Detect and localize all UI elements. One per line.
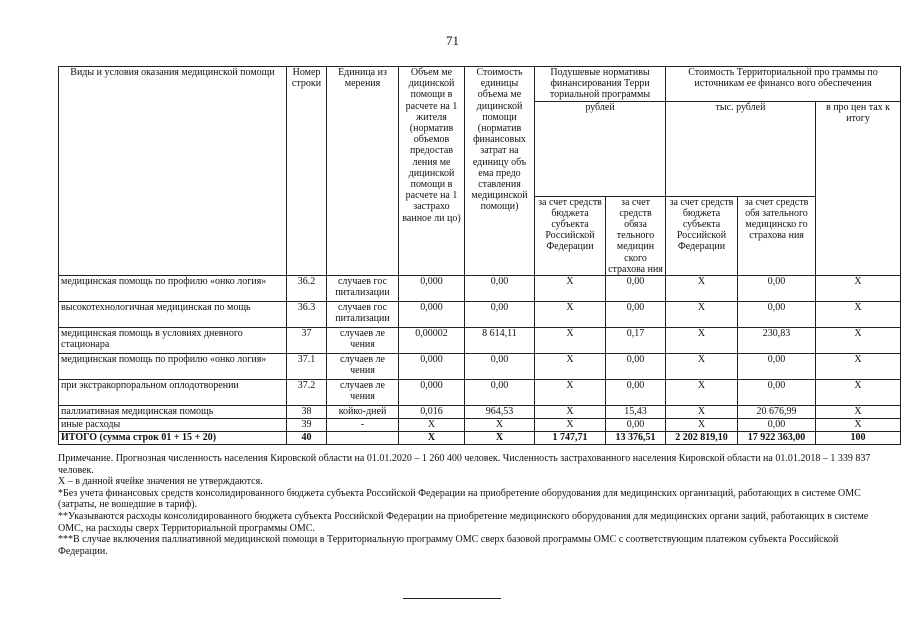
row-unit: случаев гос питализации: [327, 276, 399, 302]
row-pc-budget: X: [535, 419, 606, 432]
row-number: 38: [287, 406, 327, 419]
row-unit: койко-дней: [327, 406, 399, 419]
row-pc-budget: X: [535, 380, 606, 406]
row-percent: X: [816, 328, 901, 354]
row-tp-oms: 20 676,99: [738, 406, 816, 419]
header-row-number: Номер строки: [287, 67, 327, 276]
header-percent-of-total: в про цен тах к итогу: [816, 102, 901, 276]
total-pc-budget: 1 747,71: [535, 432, 606, 445]
notes-block: [58, 453, 880, 557]
total-cost: X: [465, 432, 535, 445]
header-unit-rubles: рублей: [535, 102, 666, 197]
row-tp-budget: X: [666, 328, 738, 354]
row-name: паллиативная медицинская помощь: [59, 406, 287, 419]
row-volume: 0,000: [399, 276, 465, 302]
page-number: 71: [446, 33, 459, 48]
total-row: [59, 432, 901, 445]
row-percent: X: [816, 419, 901, 432]
row-tp-budget: X: [666, 406, 738, 419]
row-number: 36.2: [287, 276, 327, 302]
row-unit: случаев ле чения: [327, 354, 399, 380]
header-per-capita-oms: за счет средств обяза тельного медицин ского страхова ния: [606, 196, 666, 275]
footer-divider: [403, 598, 501, 599]
row-tp-budget: X: [666, 354, 738, 380]
table-row: [59, 380, 901, 406]
row-cost: X: [465, 419, 535, 432]
row-cost: 0,00: [465, 380, 535, 406]
row-volume: X: [399, 419, 465, 432]
header-kind-of-care: Виды и условия оказания медицинской помощи: [59, 67, 287, 276]
total-number: 40: [287, 432, 327, 445]
total-pc-oms: 13 376,51: [606, 432, 666, 445]
row-pc-budget: X: [535, 406, 606, 419]
header-per-capita-budget: за счет средств бюджета субъекта Российской Федерации: [535, 196, 606, 275]
row-name: при экстракорпоральном оплодотворении: [59, 380, 287, 406]
total-unit: [327, 432, 399, 445]
note-asterisk-2: **Указываются расходы консолидированного бюджета субъекта Российской Федерации на приобретение медицинского оборудования для медицинских органи заций, работающих в системе ОМС, на расходы сверх Территориальной программы ОМС.: [58, 510, 869, 534]
table-row: [59, 276, 901, 302]
row-pc-oms: 15,43: [606, 406, 666, 419]
note-population: Примечание. Прогнозная численность населения Кировской области на 01.01.2020 – 1 260 400 человек. Численность застрахованного населения Кировской области на 01.01.2018 – 1 339 837 человек.: [58, 453, 871, 476]
note-asterisk-1: *Без учета финансовых средств консолидированного бюджета субъекта Российской Федерации на приобретение оборудования для медицинских организаций, работающих в системе ОМС (затраты, не вошедшие в тариф).: [58, 487, 861, 511]
row-tp-oms: 230,83: [738, 328, 816, 354]
header-program-cost-group: Стоимость Территориальной про граммы по источникам ее финансо вого обеспечения: [666, 67, 901, 102]
row-pc-budget: X: [535, 276, 606, 302]
row-number: 37: [287, 328, 327, 354]
row-pc-oms: 0,00: [606, 276, 666, 302]
header-program-budget: за счет средств бюджета субъекта Российской Федерации: [666, 196, 738, 275]
row-tp-oms: 0,00: [738, 419, 816, 432]
row-tp-oms: 0,00: [738, 276, 816, 302]
total-tp-oms: 17 922 363,00: [738, 432, 816, 445]
row-tp-budget: X: [666, 302, 738, 328]
row-tp-oms: 0,00: [738, 302, 816, 328]
row-pc-oms: 0,00: [606, 380, 666, 406]
row-pc-budget: X: [535, 328, 606, 354]
row-name: иные расходы: [59, 419, 287, 432]
header-unit-thousand-rubles: тыс. рублей: [666, 102, 816, 197]
row-pc-oms: 0,17: [606, 328, 666, 354]
total-percent: 100: [816, 432, 901, 445]
header-unit-cost: Стоимость единицы объема ме дицинской помощи (норматив финансовых затрат на единицу объ ема предо ставления медицинской помощи): [465, 67, 535, 276]
note-x-legend: Х – в данной ячейке значения не утверждаются.: [58, 476, 263, 488]
header-per-capita-group: Подушевые нормативы финансирования Терри ториальной программы: [535, 67, 666, 102]
row-tp-oms: 0,00: [738, 354, 816, 380]
total-name: ИТОГО (сумма строк 01 + 15 + 20): [59, 432, 287, 445]
note-asterisk-3: ***В случае включения паллиативной медицинской помощи в Территориальную программу ОМС сверх базовой программы ОМС с соответствующим платежом субъекта Российской Федерации.: [58, 534, 839, 557]
table-row: [59, 302, 901, 328]
row-cost: 0,00: [465, 302, 535, 328]
total-volume: X: [399, 432, 465, 445]
table-row: [59, 354, 901, 380]
row-name: медицинская помощь в условиях дневного стационара: [59, 328, 287, 354]
table-row: [59, 406, 901, 419]
row-number: 36.3: [287, 302, 327, 328]
row-unit: случаев ле чения: [327, 328, 399, 354]
row-unit: случаев гос питализации: [327, 302, 399, 328]
row-pc-budget: X: [535, 354, 606, 380]
row-percent: X: [816, 302, 901, 328]
row-percent: X: [816, 406, 901, 419]
row-volume: 0,016: [399, 406, 465, 419]
header-program-oms: за счет средств обя зательного медицинско го страхова ния: [738, 196, 816, 275]
row-cost: 964,53: [465, 406, 535, 419]
header-volume: Объем ме дицинской помощи в расчете на 1 жителя (норматив объемов предостав ления ме дицинской помощи в расчете на 1 застрахо ванное ли цо): [399, 67, 465, 276]
row-number: 37.2: [287, 380, 327, 406]
header-unit: Единица из мерения: [327, 67, 399, 276]
row-cost: 0,00: [465, 276, 535, 302]
row-number: 39: [287, 419, 327, 432]
row-pc-oms: 0,00: [606, 354, 666, 380]
row-name: медицинская помощь по профилю «онко логия»: [59, 354, 287, 380]
row-unit: -: [327, 419, 399, 432]
row-tp-budget: X: [666, 419, 738, 432]
row-percent: X: [816, 380, 901, 406]
row-cost: 0,00: [465, 354, 535, 380]
row-cost: 8 614,11: [465, 328, 535, 354]
row-tp-oms: 0,00: [738, 380, 816, 406]
row-pc-budget: X: [535, 302, 606, 328]
row-volume: 0,000: [399, 354, 465, 380]
total-tp-budget: 2 202 819,10: [666, 432, 738, 445]
row-unit: случаев ле чения: [327, 380, 399, 406]
financing-table: [58, 66, 901, 445]
row-pc-oms: 0,00: [606, 419, 666, 432]
row-percent: X: [816, 354, 901, 380]
row-tp-budget: X: [666, 276, 738, 302]
row-number: 37.1: [287, 354, 327, 380]
row-name: высокотехнологичная медицинская по мощь: [59, 302, 287, 328]
row-volume: 0,00002: [399, 328, 465, 354]
row-percent: X: [816, 276, 901, 302]
row-pc-oms: 0,00: [606, 302, 666, 328]
row-tp-budget: X: [666, 380, 738, 406]
header-row-1: [59, 67, 901, 102]
table-row: [59, 328, 901, 354]
row-name: медицинская помощь по профилю «онко логия»: [59, 276, 287, 302]
row-volume: 0,000: [399, 380, 465, 406]
row-volume: 0,000: [399, 302, 465, 328]
table-row: [59, 419, 901, 432]
